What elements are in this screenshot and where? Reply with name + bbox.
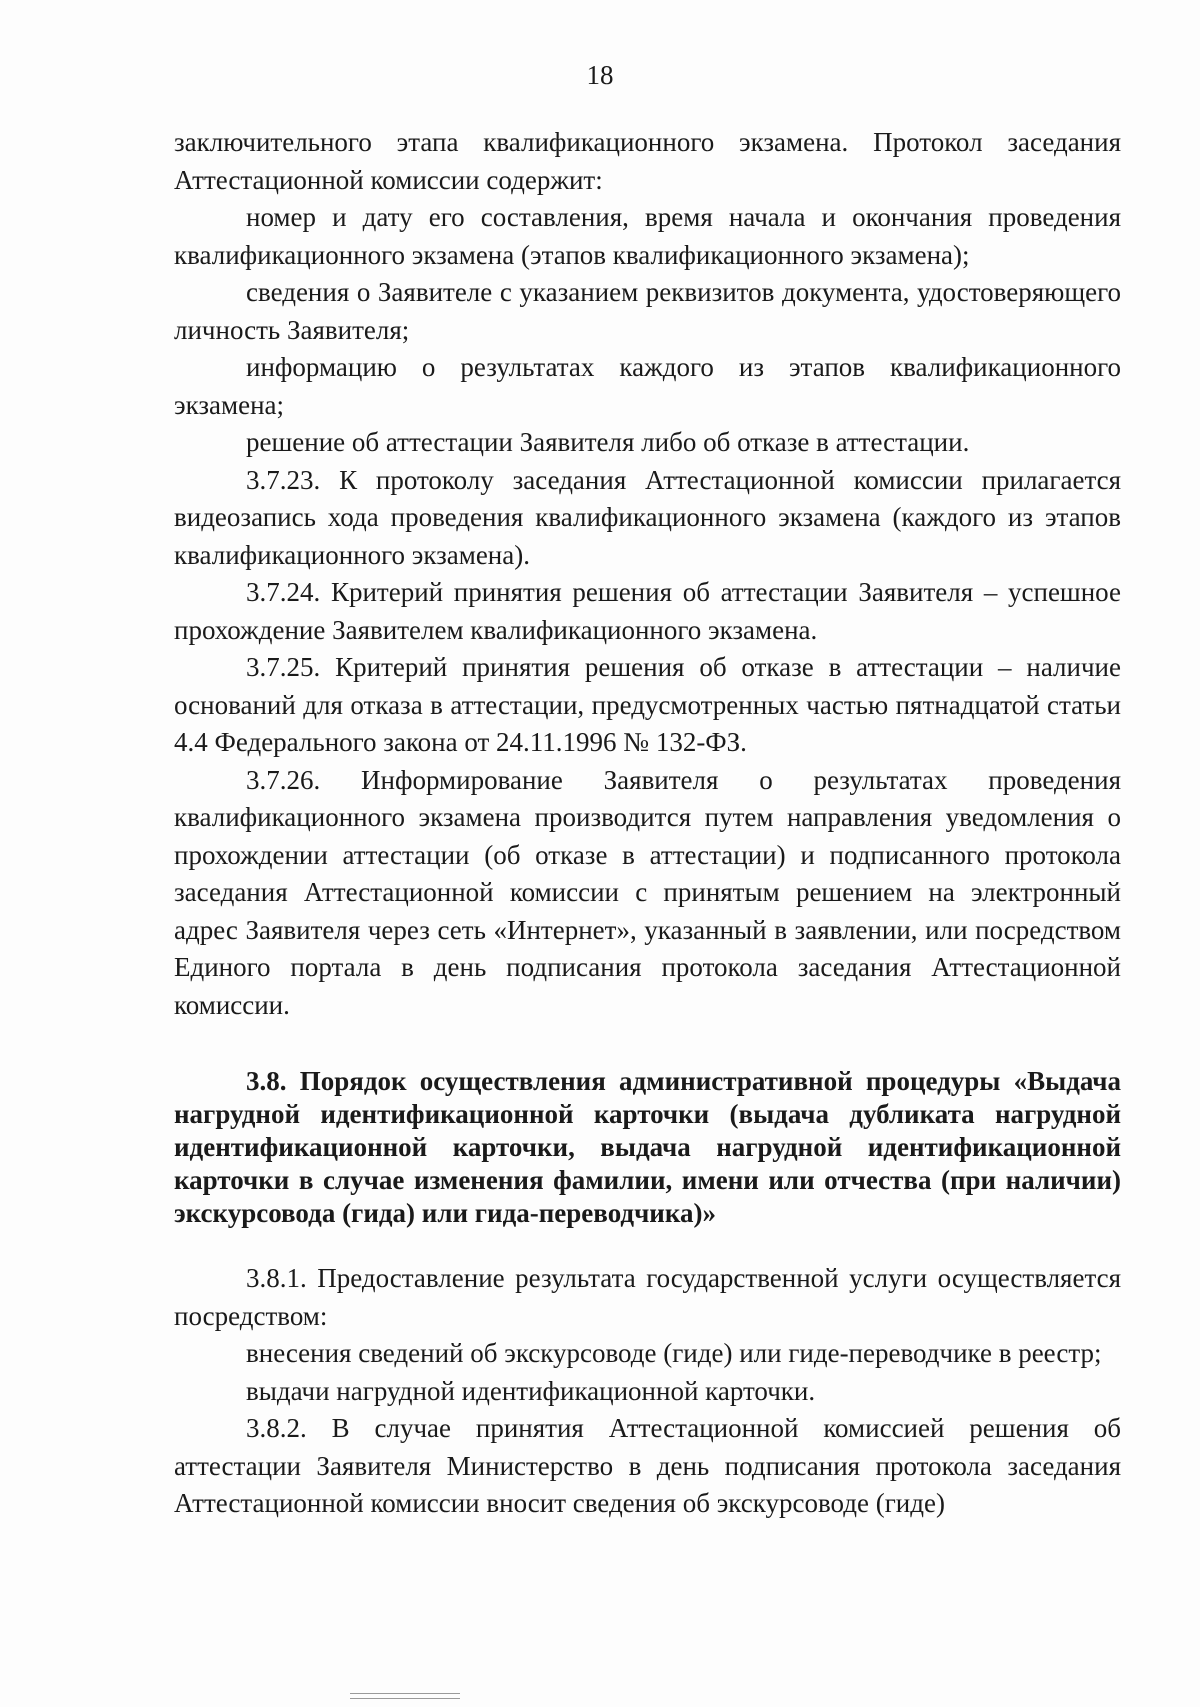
paragraph-3-7-26: 3.7.26. Информирование Заявителя о результатах проведения квалификационного экзамена производится путем направления уведомления о прохождении аттестации (об отказе в аттестации) и подписанного протокола заседания Аттестационной комиссии с принятым решением на электронный адрес Заявителя через сеть «Интернет», указанный в заявлении, или посредством Единого портала в день подписания протокола заседания Аттестационной комиссии.: [174, 764, 1121, 1020]
paragraph-stage-results: информацию о результатах каждого из этапов квалификационного экзамена;: [174, 352, 1121, 420]
paragraph-continuation: заключительного этапа квалификационного экзамена. Протокол заседания Аттестационной комиссии содержит:: [174, 127, 1121, 195]
paragraph-3-8-1: 3.8.1. Предоставление результата государственной услуги осуществляется посредством:: [174, 1263, 1121, 1331]
paragraph-registry-entry: внесения сведений об экскурсоводе (гиде) или гиде-переводчике в реестр;: [246, 1338, 1102, 1368]
paragraph-card-issue: выдачи нагрудной идентификационной карточки.: [246, 1375, 816, 1406]
scan-footer-mark: [350, 1693, 460, 1699]
page-number: 18: [586, 60, 614, 90]
paragraph-protocol-number-date: номер и дату его составления, время начала и окончания проведения квалификационного экзамена (этапов квалификационного экзамена);: [174, 202, 1121, 270]
paragraph-3-8-2: 3.8.2. В случае принятия Аттестационной комиссией решения об аттестации Заявителя Министерство в день подписания протокола заседания Аттестационной комиссии вносит сведения об экскурсоводе (гиде): [174, 1413, 1121, 1518]
paragraph-applicant-info: сведения о Заявителе с указанием реквизитов документа, удостоверяющего личность Заявителя;: [174, 277, 1121, 345]
paragraph-decision: решение об аттестации Заявителя либо об отказе в аттестации.: [246, 427, 970, 457]
section-spacer: [174, 1230, 1121, 1260]
page-body: [174, 124, 1121, 1523]
section-heading-3-8: 3.8. Порядок осуществления административной процедуры «Выдача нагрудной идентификационной карточки (выдача дубликата нагрудной идентификационной карточки, выдача нагрудной идентификационной карточки в случае изменения фамилии, имени или отчества (при наличии) экскурсовода (гида) или гида-переводчика)»: [174, 1066, 1121, 1228]
paragraph-3-7-23: 3.7.23. К протоколу заседания Аттестационной комиссии прилагается видеозапись хода проведения квалификационного экзамена (каждого из этапов квалификационного экзамена).: [174, 464, 1121, 570]
paragraph-3-7-25: 3.7.25. Критерий принятия решения об отказе в аттестации – наличие оснований для отказа в аттестации, предусмотренных частью пятнадцатой статьи 4.4 Федерального закона от 24.11.1996 № 132-ФЗ.: [174, 652, 1121, 757]
paragraph-3-7-24: 3.7.24. Критерий принятия решения об аттестации Заявителя – успешное прохождение Заявителем квалификационного экзамена.: [174, 577, 1121, 645]
section-spacer: [174, 1024, 1121, 1065]
